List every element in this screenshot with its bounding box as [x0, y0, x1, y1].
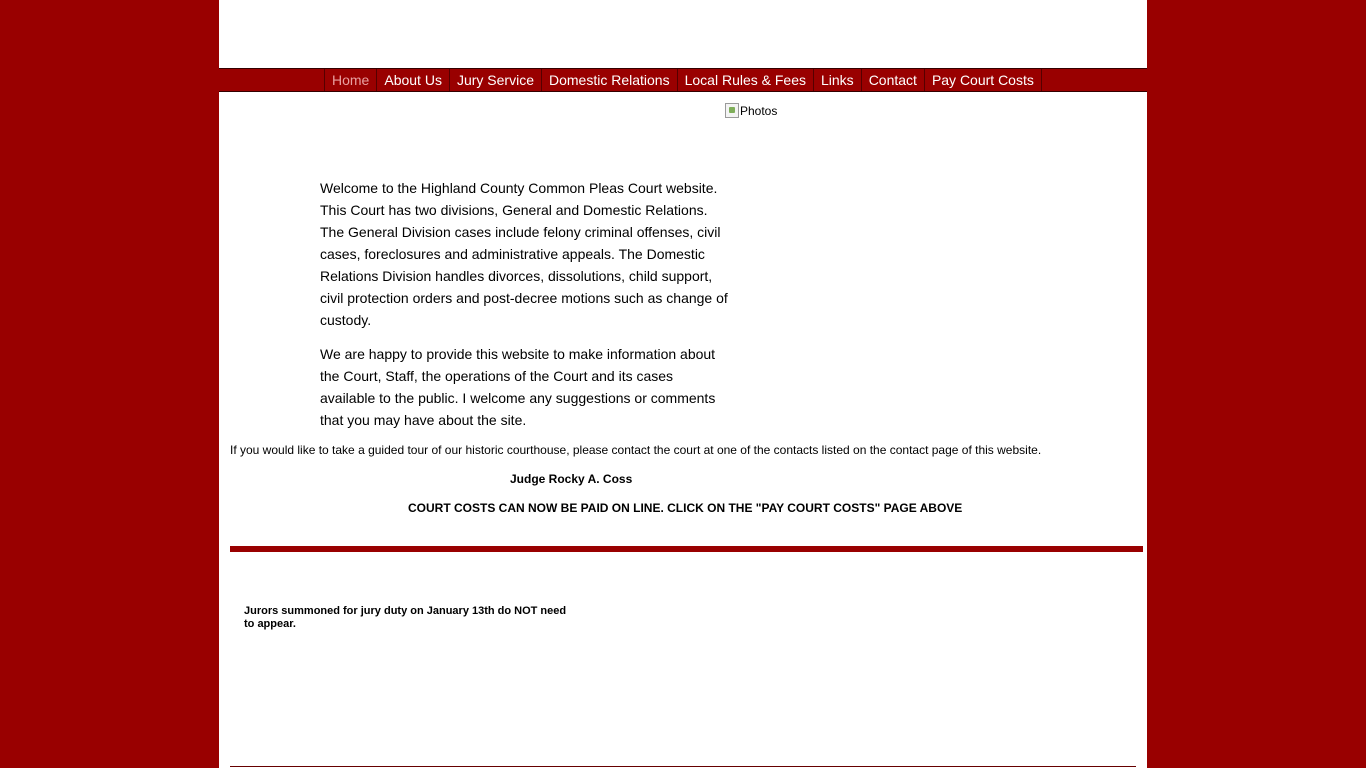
section-divider [230, 546, 1143, 552]
photos-image [725, 103, 777, 118]
judge-signature: Judge Rocky A. Coss [510, 472, 633, 486]
court-costs-notice: COURT COSTS CAN NOW BE PAID ON LINE. CLICK ON THE "PAY COURT COSTS" PAGE ABOVE [408, 501, 963, 515]
main-nav [219, 68, 1147, 92]
tour-text: If you would like to take a guided tour of our historic courthouse, please contact the court at one of the contacts listed on the contact page of this website. [230, 443, 1042, 457]
page-container [219, 0, 1147, 768]
nav-home[interactable]: Home [325, 69, 377, 91]
nav-pay-court-costs[interactable]: Pay Court Costs [925, 69, 1042, 91]
intro-text [320, 177, 730, 443]
intro-paragraph-2: We are happy to provide this website to make information about the Court, Staff, the operations of the Court and its cases available to the public. I welcome any suggestions or comments that you may have about the site. [320, 346, 716, 428]
jury-notice: Jurors summoned for jury duty on January 13th do NOT need to appear. [244, 605, 567, 630]
intro-paragraph-1: Welcome to the Highland County Common Pleas Court website. This Court has two divisions, General and Domestic Relations. The General Division cases include felony criminal offenses, civil cases, foreclosures and administrative appeals. The Domestic Relations Division handles divorces, dissolutions, child support, civil protection orders and post-decree motions such as change of custody. [320, 180, 728, 328]
nav-local-rules-fees[interactable]: Local Rules & Fees [678, 69, 814, 91]
nav-list [324, 69, 1042, 91]
nav-links[interactable]: Links [814, 69, 862, 91]
nav-contact[interactable]: Contact [862, 69, 925, 91]
bottom-divider [230, 766, 1136, 767]
photos-alt-text: Photos [740, 103, 778, 118]
nav-about-us[interactable]: About Us [377, 69, 450, 91]
broken-image-icon [725, 103, 739, 118]
nav-domestic-relations[interactable]: Domestic Relations [542, 69, 678, 91]
nav-jury-service[interactable]: Jury Service [450, 69, 542, 91]
